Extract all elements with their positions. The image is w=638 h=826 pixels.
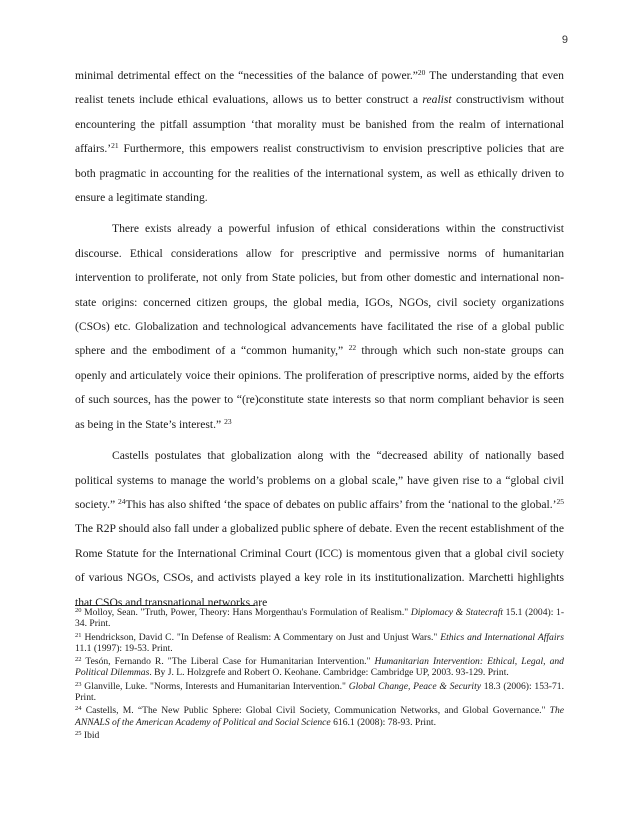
footnote-ref: 21 [111,141,119,151]
footnote-20 [75,607,564,630]
footnote-text: Tesón, Fernando R. "The Liberal Case for Humanitarian Intervention." [81,656,375,668]
paragraph-text: The R2P should also fall under a globalized public sphere of debate. Even the recent establishment of the Rome Statute for the International Criminal Court (ICC) is momentous given that a global civil society of various NGOs, CSOs, and activists played a key role in its institutionalization. Marchetti highlights that CSOs and transnational networks are [75,522,564,609]
emphasis-text: realist [422,93,452,107]
paragraph-text: The understanding that even realist tenets include ethical evaluations, allows us to better construct a [75,69,564,107]
footnote-title: Global Change, Peace & Security [348,680,482,692]
footnote-divider [75,605,255,606]
footnote-number: 22 [75,656,82,664]
footnote-text: . By J. L. Holzgrefe and Robert O. Keohane. Cambridge: Cambridge UP, 2003. 93-129. Print. [149,667,509,679]
footnote-ref: 22 [348,343,357,353]
footnote-text: Hendrickson, David C. "In Defense of Realism: A Commentary on Just and Unjust Wars." [81,631,441,643]
footnote-21 [75,632,564,655]
footnote-text: 15.1 (2004): 1-34. Print. [75,607,565,630]
footnote-ref: 24 [118,496,126,506]
footnote-ref: 25 [556,496,564,506]
paragraph-text: There exists already a powerful infusion of ethical considerations within the constructivist discourse. Ethical considerations allow for prescriptive and permissive norms of humanitarian intervention to proliferate, not only from State policies, but from other domestic and international non-state origins: concerned citizen groups, the global media, IGOs, NGOs, civil society organizations (CSOs) etc. Globalization and technological advancements have facilitated the rise of a global public sphere and the embodiment of a “common humanity,” [75,222,564,358]
footnote-number: 25 [75,729,82,737]
footnote-title: Ethics and International Affairs [440,631,564,643]
paragraph-text: Castells postulates that globalization along with the “decreased ability of nationally based political systems to manage the world’s problems on a global scale,” have given rise to a “global civil society.” [75,449,564,511]
paragraph-2 [75,217,564,437]
paragraph-text: through which such non-state groups can openly and articulately voice their opinions. The proliferation of prescriptive norms, aided by the efforts of such sources, has the power to “(re)constitute state interests so that norm compliant behavior is seen as being in the State’s interest.” [75,344,564,431]
footnote-ref: 23 [224,416,232,426]
footnote-ref: 20 [417,68,426,77]
footnote-title: The ANNALS of the American Academy of Political and Social Science [75,705,564,728]
footnote-title: Diplomacy & Statecraft [410,607,504,618]
footnote-23 [75,681,564,704]
footnote-text: Ibid [81,729,100,741]
footnote-text: 11.1 (1997): 19-53. Print. [75,642,173,654]
footnote-number: 21 [75,631,82,639]
footnote-text: 616.1 (2008): 78-93. Print. [330,716,436,728]
footnote-title: Humanitarian Intervention: Ethical, Legal, and Political Dilemmas [75,656,564,679]
paragraph-text: minimal detrimental effect on the “necessities of the balance of power.” [75,69,418,82]
paragraph-3 [75,444,564,615]
footnote-number: 24 [75,705,82,713]
body-text [75,64,564,615]
paragraph-1 [75,64,564,210]
footnote-24 [75,705,564,728]
footnote-25 [75,730,564,741]
footnote-22 [75,656,564,679]
footnotes [75,607,564,741]
paragraph-text: Furthermore, this empowers realist constructivism to envision prescriptive policies that are both pragmatic in accounting for the realities of the international system, as well as ethically driven to ensure a legitimate standing. [75,142,564,205]
footnote-text: Castells, M. “The New Public Sphere: Global Civil Society, Communication Networks, and Global Governance." [81,705,550,717]
footnote-number: 23 [75,680,82,688]
footnote-text: Glanville, Luke. "Norms, Interests and Humanitarian Intervention." [81,680,349,692]
paragraph-text: This has also shifted ‘the space of debates on public affairs’ from the ‘national to the global.’ [125,497,557,511]
page-number: 9 [561,34,568,46]
footnote-number: 20 [75,607,82,614]
footnote-text: Molloy, Sean. "Truth, Power, Theory: Hans Morgenthau's Formulation of Realism." [81,607,411,618]
footnote-text: 18.3 (2006): 153-71. Print. [75,680,564,704]
paragraph-text: constructivism without encountering the pitfall assumption ‘that morality must be banished from the realm of international affairs.’ [75,93,564,156]
